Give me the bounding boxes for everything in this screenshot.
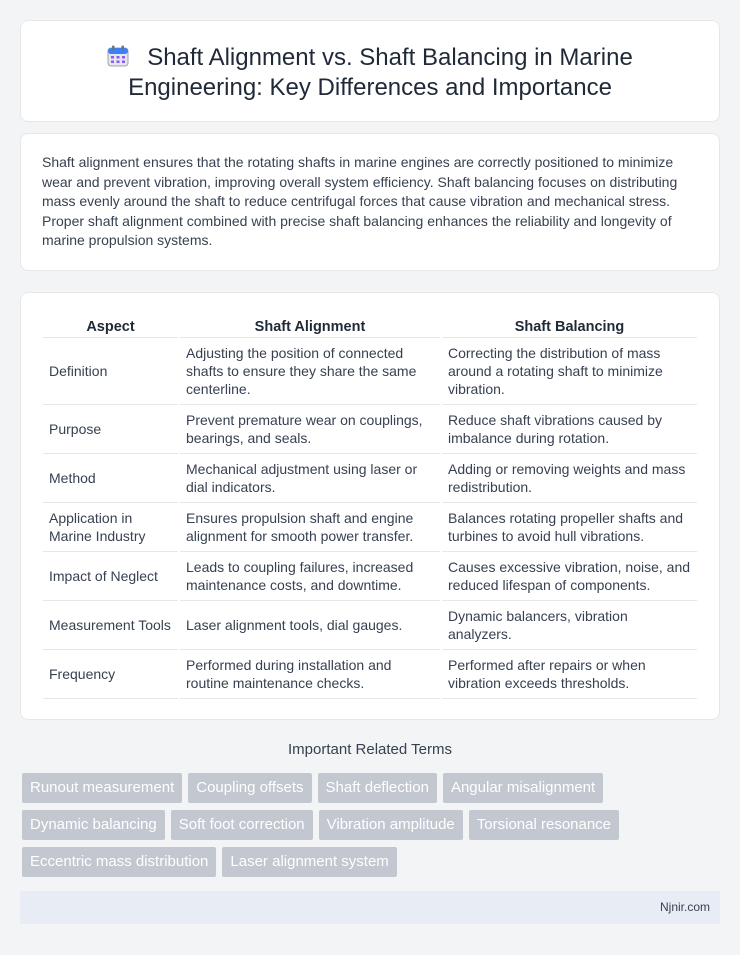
term-tag[interactable]: Runout measurement [22,773,182,803]
table-row [43,338,697,405]
row-aspect: Definition [43,338,178,405]
term-tag[interactable]: Shaft deflection [318,773,437,803]
table-row [43,454,697,503]
row-aspect: Application in Marine Industry [43,503,178,552]
row-alignment: Laser alignment tools, dial gauges. [180,601,440,650]
term-tag[interactable]: Angular misalignment [443,773,603,803]
row-balancing: Adding or removing weights and mass redistribution. [442,454,697,503]
row-aspect: Purpose [43,405,178,454]
comparison-table [41,313,699,699]
table-row [43,650,697,699]
table-row [43,552,697,601]
page-title [21,43,719,103]
intro-paragraph: Shaft alignment ensures that the rotating shafts in marine engines are correctly positioned to minimize wear and prevent vibration, improving overall system efficiency. Shaft balancing focuses on distributing mass evenly around the shaft to reduce centrifugal forces that cause vibration and mechanical stress. Proper shaft alignment combined with precise shaft balancing enhances the reliability and longevity of marine propulsion systems. [42,154,678,249]
header-shaft-alignment: Shaft Alignment [180,313,440,338]
term-tag[interactable]: Dynamic balancing [22,810,165,840]
title-card [20,20,720,122]
term-tag[interactable]: Eccentric mass distribution [22,847,216,877]
term-tag[interactable]: Torsional resonance [469,810,619,840]
row-balancing: Performed after repairs or when vibration exceeds thresholds. [442,650,697,699]
header-shaft-balancing: Shaft Balancing [442,313,697,338]
row-aspect: Frequency [43,650,178,699]
comparison-card [20,292,720,720]
intro-card [20,133,720,271]
row-balancing: Reduce shaft vibrations caused by imbalance during rotation. [442,405,697,454]
footer-brand-link[interactable]: Njnir.com [659,900,710,914]
term-tag[interactable]: Coupling offsets [188,773,311,803]
row-aspect: Impact of Neglect [43,552,178,601]
page-title-text: Shaft Alignment vs. Shaft Balancing in Marine Engineering: Key Differences and Importance [128,44,633,101]
row-balancing: Dynamic balancers, vibration analyzers. [442,601,697,650]
row-alignment: Mechanical adjustment using laser or dial indicators. [180,454,440,503]
footer [20,891,720,924]
table-header-row [43,313,697,338]
term-tag[interactable]: Laser alignment system [222,847,396,877]
table-row [43,601,697,650]
term-tag[interactable]: Vibration amplitude [319,810,463,840]
calendar-icon [107,45,129,67]
related-terms-list [22,773,722,877]
row-alignment: Prevent premature wear on couplings, bearings, and seals. [180,405,440,454]
row-balancing: Correcting the distribution of mass around a rotating shaft to minimize vibration. [442,338,697,405]
row-aspect: Method [43,454,178,503]
row-balancing: Causes excessive vibration, noise, and reduced lifespan of components. [442,552,697,601]
row-alignment: Adjusting the position of connected shafts to ensure they share the same centerline. [180,338,440,405]
term-tag[interactable]: Soft foot correction [171,810,313,840]
row-aspect: Measurement Tools [43,601,178,650]
table-row [43,405,697,454]
row-alignment: Ensures propulsion shaft and engine alignment for smooth power transfer. [180,503,440,552]
row-alignment: Leads to coupling failures, increased maintenance costs, and downtime. [180,552,440,601]
row-balancing: Balances rotating propeller shafts and turbines to avoid hull vibrations. [442,503,697,552]
table-row [43,503,697,552]
row-alignment: Performed during installation and routine maintenance checks. [180,650,440,699]
header-aspect: Aspect [43,313,178,338]
related-terms-heading: Important Related Terms [288,741,452,758]
